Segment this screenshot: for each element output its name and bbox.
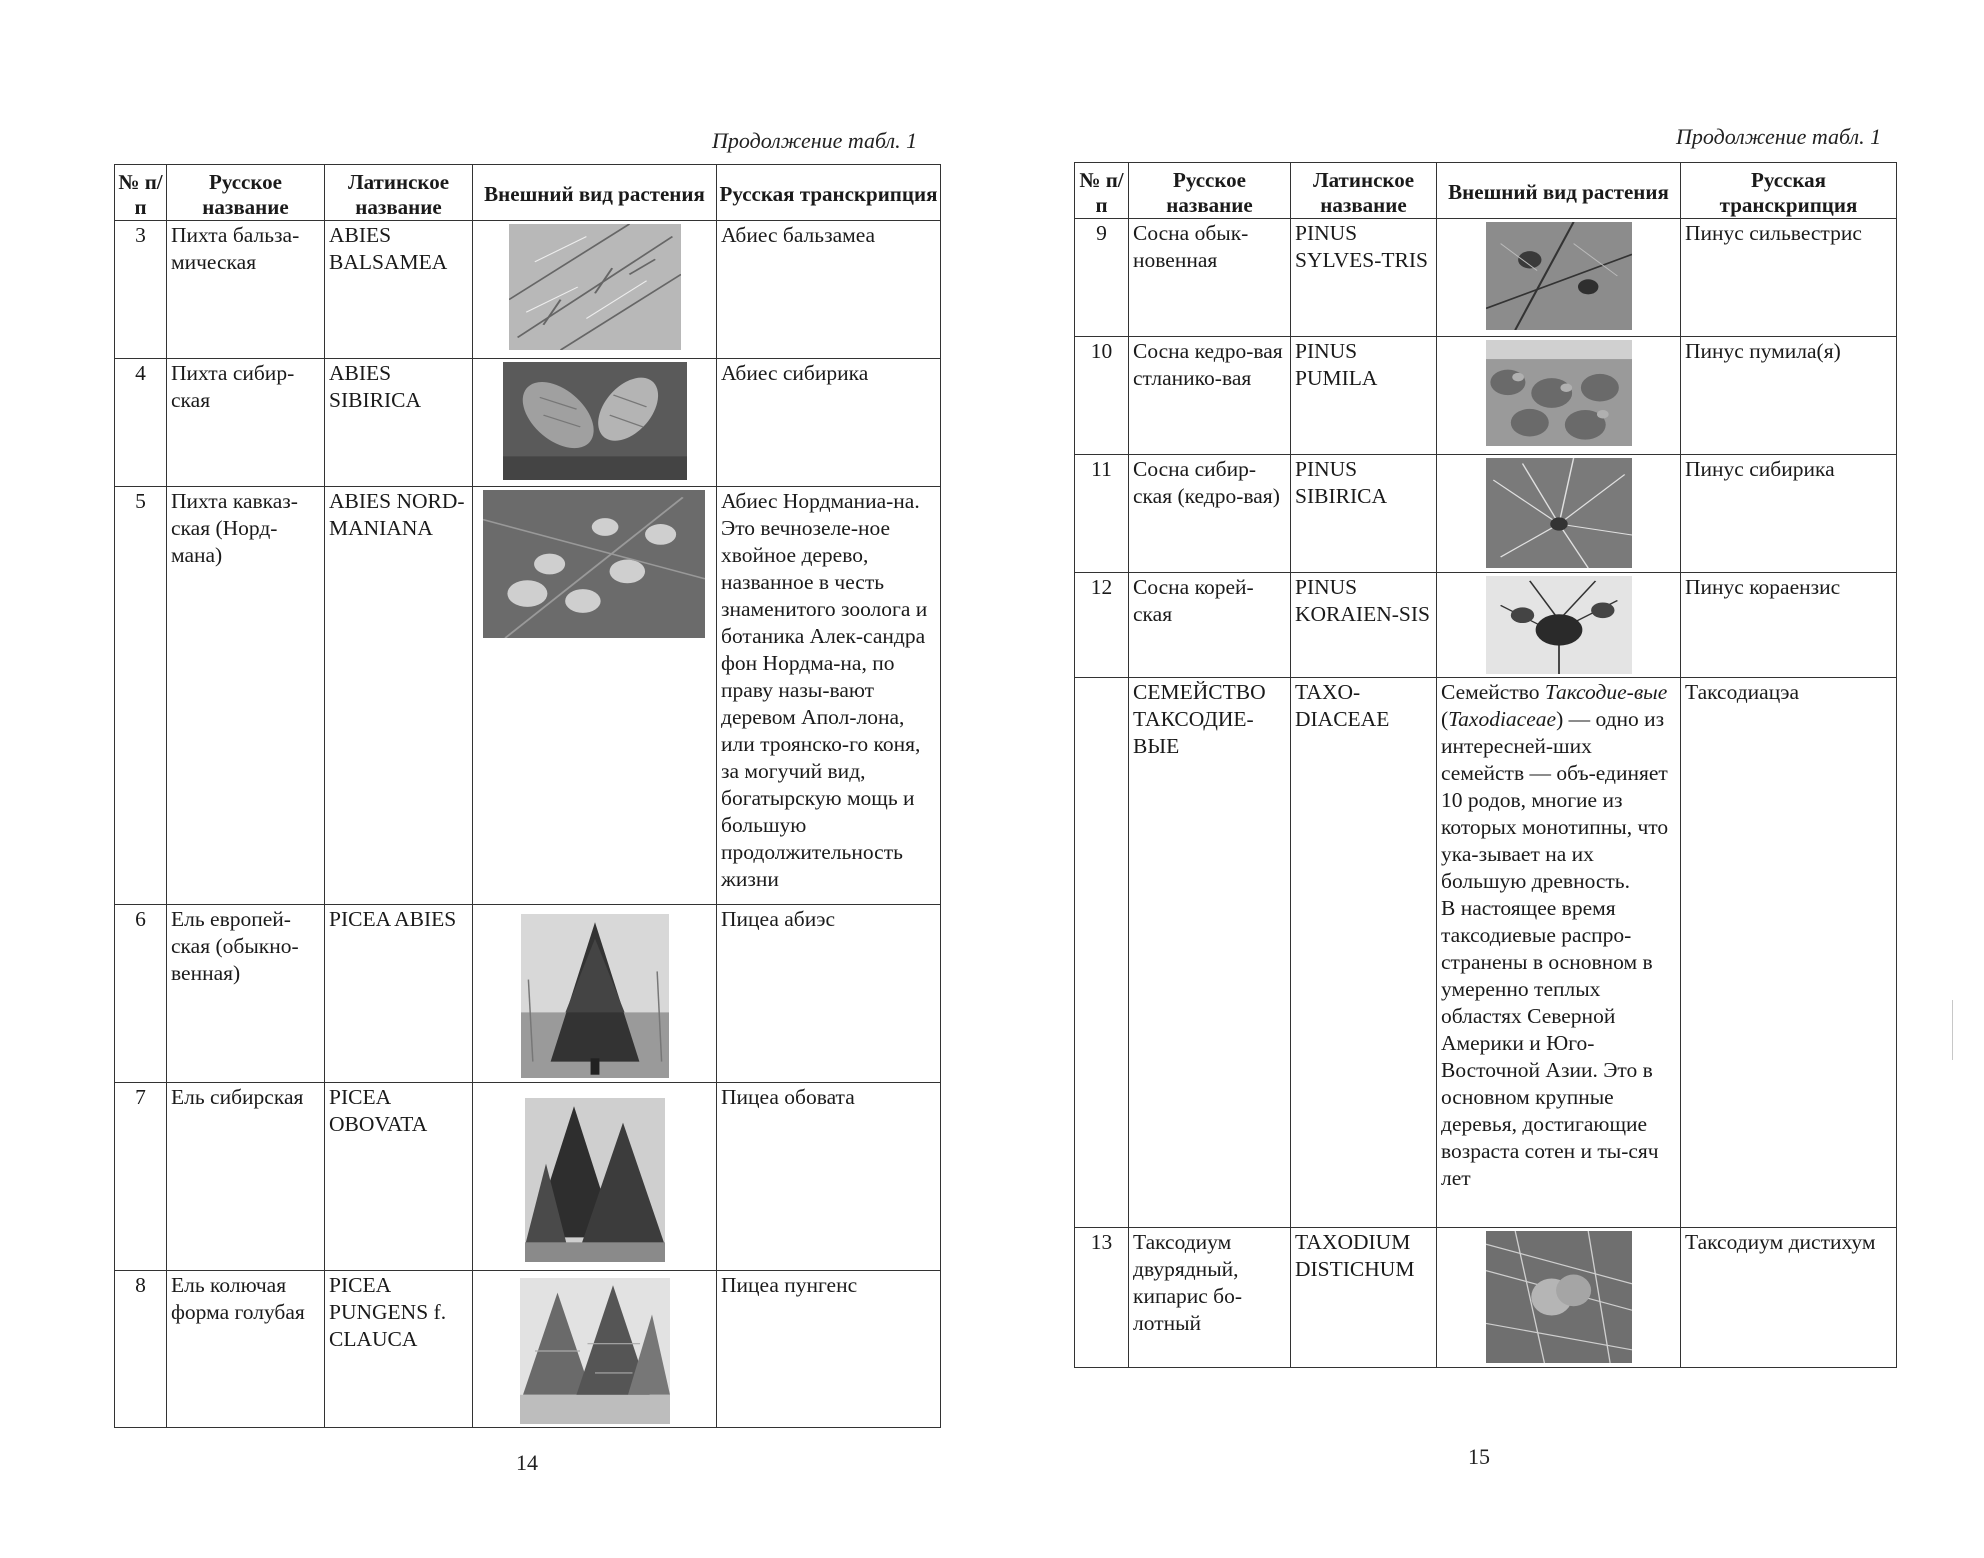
row-number: 9 bbox=[1075, 219, 1129, 337]
photo-cell bbox=[1437, 219, 1681, 337]
russian-name: Пихта бальза-мическая bbox=[167, 221, 325, 359]
blue-spruce-photo-icon bbox=[520, 1278, 670, 1424]
russian-name: Ель сибирская bbox=[167, 1083, 325, 1271]
table-row bbox=[115, 1271, 941, 1428]
table-row bbox=[1075, 455, 1897, 573]
table-row bbox=[115, 221, 941, 359]
latin-name: TAXO-DIACEAE bbox=[1291, 678, 1437, 1228]
header-appearance: Внешний вид растения bbox=[1437, 163, 1681, 219]
table-continuation-caption: Продолжение табл. 1 bbox=[712, 128, 918, 153]
latin-name: PINUS PUMILA bbox=[1291, 337, 1437, 455]
photo-cell bbox=[473, 221, 717, 359]
transcription: Пинус сибирика bbox=[1681, 455, 1897, 573]
russian-name: Сосна корей-ская bbox=[1129, 573, 1291, 678]
fir-branch-photo-icon bbox=[509, 224, 681, 350]
family-desc-paragraph-2: В настоящее время таксодиевые распро-странены в основном в умеренно теплых областях Северной Америки и Юго-Восточной Азии. Это в основном крупные деревья, достигающие возраста сотен и ты-сяч лет bbox=[1441, 896, 1659, 1190]
russian-name: Сосна обык-новенная bbox=[1129, 219, 1291, 337]
fir-cones-photo-icon bbox=[503, 362, 687, 480]
latin-name: PICEA OBOVATA bbox=[325, 1083, 473, 1271]
latin-name: TAXODIUM DISTICHUM bbox=[1291, 1228, 1437, 1368]
header-appearance: Внешний вид растения bbox=[473, 165, 717, 221]
row-number: 10 bbox=[1075, 337, 1129, 455]
latin-name: PINUS SYLVES-TRIS bbox=[1291, 219, 1437, 337]
page-number: 14 bbox=[516, 1450, 538, 1475]
russian-name: Сосна кедро-вая стланико-вая bbox=[1129, 337, 1291, 455]
photo-cell bbox=[473, 359, 717, 487]
header-num: № п/п bbox=[115, 165, 167, 221]
table-row bbox=[1075, 219, 1897, 337]
plant-table bbox=[114, 164, 941, 1428]
table-header-row bbox=[115, 165, 941, 221]
family-desc-pre: Семейство bbox=[1441, 680, 1545, 704]
russian-name: Пихта кавказ-ская (Норд-мана) bbox=[167, 487, 325, 905]
photo-cell bbox=[473, 905, 717, 1083]
cedar-pine-needles-photo-icon bbox=[1486, 458, 1632, 568]
russian-name: Пихта сибир-ская bbox=[167, 359, 325, 487]
family-desc-italic-lat: Taxodiaceae bbox=[1448, 707, 1557, 731]
transcription: Таксодиацэа bbox=[1681, 678, 1897, 1228]
latin-name: ABIES SIBIRICA bbox=[325, 359, 473, 487]
row-number: 7 bbox=[115, 1083, 167, 1271]
family-description bbox=[1437, 678, 1681, 1228]
photo-cell bbox=[1437, 337, 1681, 455]
fir-shoots-photo-icon bbox=[483, 490, 705, 638]
russian-name: Сосна сибир-ская (кедро-вая) bbox=[1129, 455, 1291, 573]
header-russian-name: Русское название bbox=[167, 165, 325, 221]
header-num: № п/п bbox=[1075, 163, 1129, 219]
header-russian-name: Русское название bbox=[1129, 163, 1291, 219]
pine-branch-photo-icon bbox=[1486, 222, 1632, 330]
transcription: Пицеа пунгенс bbox=[717, 1271, 941, 1428]
latin-name: PICEA ABIES bbox=[325, 905, 473, 1083]
russian-name: Таксодиум двурядный, кипарис бо-лотный bbox=[1129, 1228, 1291, 1368]
transcription: Пинус кораензис bbox=[1681, 573, 1897, 678]
table-row bbox=[115, 905, 941, 1083]
photo-cell bbox=[1437, 1228, 1681, 1368]
row-number: 6 bbox=[115, 905, 167, 1083]
latin-name: PINUS SIBIRICA bbox=[1291, 455, 1437, 573]
table-continuation-caption: Продолжение табл. 1 bbox=[1676, 124, 1882, 149]
transcription: Таксодиум дистихум bbox=[1681, 1228, 1897, 1368]
table-header-row bbox=[1075, 163, 1897, 219]
scan-artifact-line bbox=[1952, 1000, 1953, 1060]
table-row bbox=[115, 487, 941, 905]
photo-cell bbox=[473, 487, 717, 905]
photo-cell bbox=[1437, 573, 1681, 678]
photo-cell bbox=[473, 1271, 717, 1428]
family-desc-paren: ( bbox=[1441, 707, 1449, 731]
spruce-grove-photo-icon bbox=[525, 1098, 665, 1262]
table-row bbox=[1075, 573, 1897, 678]
family-desc-italic-ru: Таксодие-вые bbox=[1544, 680, 1668, 704]
table-row bbox=[115, 1083, 941, 1271]
latin-name: ABIES BALSAMEA bbox=[325, 221, 473, 359]
transcription: Абиес Нордманиа-на. Это вечнозеле-ное хвойное дерево, названное в честь знаменитого зоолога и ботаника Алек-сандра фон Нордма-на, по праву назы-вают деревом Апол-лона, или троянско-го коня, за могучий вид, богатырскую мощь и большую продолжительность жизни bbox=[717, 487, 941, 905]
bald-cypress-cone-photo-icon bbox=[1486, 1231, 1632, 1363]
latin-name: ABIES NORD-MANIANA bbox=[325, 487, 473, 905]
family-desc-post: ) — одно из интересней-ших семейств — объ-единяет 10 родов, многие из которых монотипны, что ука-зывает на их большую древность. bbox=[1441, 707, 1669, 893]
russian-name: СЕМЕЙСТВО ТАКСОДИЕ-ВЫЕ bbox=[1129, 678, 1291, 1228]
plant-table bbox=[1074, 162, 1897, 1368]
latin-name: PINUS KORAIEN-SIS bbox=[1291, 573, 1437, 678]
spruce-tree-photo-icon bbox=[521, 914, 669, 1078]
russian-name: Ель европей-ская (обыкно-венная) bbox=[167, 905, 325, 1083]
header-transcription: Русская транскрипция bbox=[1681, 163, 1897, 219]
transcription: Абиес сибирика bbox=[717, 359, 941, 487]
table-row bbox=[1075, 1228, 1897, 1368]
photo-cell bbox=[1437, 455, 1681, 573]
header-transcription: Русская транскрипция bbox=[717, 165, 941, 221]
row-number bbox=[1075, 678, 1129, 1228]
row-number: 3 bbox=[115, 221, 167, 359]
row-number: 12 bbox=[1075, 573, 1129, 678]
photo-cell bbox=[473, 1083, 717, 1271]
russian-name: Ель колючая форма голубая bbox=[167, 1271, 325, 1428]
page-number: 15 bbox=[1468, 1444, 1490, 1469]
korean-pine-photo-icon bbox=[1486, 576, 1632, 674]
latin-name: PICEA PUNGENS f. CLAUCA bbox=[325, 1271, 473, 1428]
transcription: Пицеа абиэс bbox=[717, 905, 941, 1083]
transcription: Абиес бальзамеа bbox=[717, 221, 941, 359]
table-row bbox=[1075, 337, 1897, 455]
transcription: Пинус пумила(я) bbox=[1681, 337, 1897, 455]
transcription: Пинус сильвестрис bbox=[1681, 219, 1897, 337]
header-latin-name: Латинское название bbox=[1291, 163, 1437, 219]
row-number: 4 bbox=[115, 359, 167, 487]
row-number: 11 bbox=[1075, 455, 1129, 573]
row-number: 13 bbox=[1075, 1228, 1129, 1368]
row-number: 8 bbox=[115, 1271, 167, 1428]
dwarf-pine-shrub-photo-icon bbox=[1486, 340, 1632, 446]
row-number: 5 bbox=[115, 487, 167, 905]
transcription: Пицеа обовата bbox=[717, 1083, 941, 1271]
table-row-family bbox=[1075, 678, 1897, 1228]
table-row bbox=[115, 359, 941, 487]
page-right bbox=[992, 0, 1984, 1558]
header-latin-name: Латинское название bbox=[325, 165, 473, 221]
